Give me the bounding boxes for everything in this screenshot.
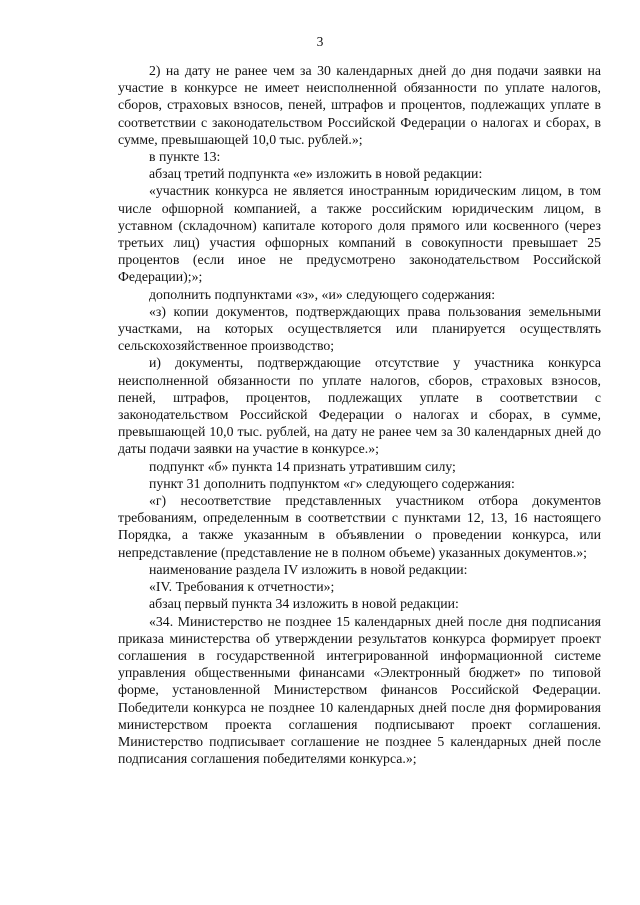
document-body [118,62,601,767]
paragraph-add-subpoints-intro: дополнить подпунктами «з», «и» следующего содержания: [149,286,496,302]
paragraph-section-iv-intro: наименование раздела IV изложить в новой редакции: [149,561,468,577]
page-number: 3 [316,34,324,49]
paragraph-subpoint-e-text: «участник конкурса не является иностранным юридическим лицом, в том числе офшорной компанией, а также российским юридическим лицом, в уставном (складочном) капитале которого доля прямого или косвенного (через третьих лиц) участия офшорных компаний в совокупности превышает 25 процентов (если иное не предусмотрено законодательством Российской Федерации);»; [118,183,601,285]
paragraph-subpoint-e-intro: абзац третий подпункта «е» изложить в новой редакции: [149,166,483,182]
paragraph-subpoint-g: «г) несоответствие представленных участником отбора документов требованиям, определенным в соответствии с пунктами 12, 13, 16 настоящего Порядка, а также указанным в объявлении о проведении конкурса, или непредставление (представление не в полном объеме) указанных документов.»; [118,493,601,560]
paragraph-point-34-intro: абзац первый пункта 34 изложить в новой редакции: [149,596,459,612]
paragraph-point-31-intro: пункт 31 дополнить подпунктом «г» следующего содержания: [149,475,515,491]
paragraph-subpoint-z: «з) копии документов, подтверждающих права пользования земельными участками, на которых осуществляется или планируется осуществлять сельскохозяйственное производство; [118,303,601,354]
paragraph-point-34-text: «34. Министерство не позднее 15 календарных дней после дня подписания приказа министерства об утверждении результатов конкурса формирует проект соглашения в государственной интегрированной информационной системе управления общественными финансами «Электронный бюджет» по типовой форме, установленной Министерством финансов Российской Федерации. Победители конкурса не позднее 10 календарных дней после дня формирования министерством проекта соглашения подписывают проект соглашения. Министерство подписывает соглашение не позднее 5 календарных дней после подписания соглашения победителями конкурса.»; [118,613,601,767]
paragraph-subpoint-i: и) документы, подтверждающие отсутствие у участника конкурса неисполненной обязанности по уплате налогов, сборов, страховых взносов, пеней, штрафов, процентов, подлежащих уплате в соответствии с законодательством Российской Федерации о налогах и сборах, в сумме, превышающей 10,0 тыс. рублей, на дату не ранее чем за 30 календарных дней до даты подачи заявки на участие в конкурсе.»; [118,355,601,457]
paragraph-point-14-repeal: подпункт «б» пункта 14 признать утратившим силу; [149,458,456,474]
paragraph-section-iv-title: «IV. Требования к отчетности»; [149,579,335,595]
paragraph-subitem-2: 2) на дату не ранее чем за 30 календарных дней до дня подачи заявки на участие в конкурсе не имеет неисполненной обязанности по уплате налогов, сборов, страховых взносов, пеней, штрафов и процентов, подлежащих уплате в соответствии с законодательством Российской Федерации о налогах и сборах, в сумме, превышающей 10,0 тыс. рублей.»; [118,63,601,147]
paragraph-point-13: в пункте 13: [149,149,221,165]
